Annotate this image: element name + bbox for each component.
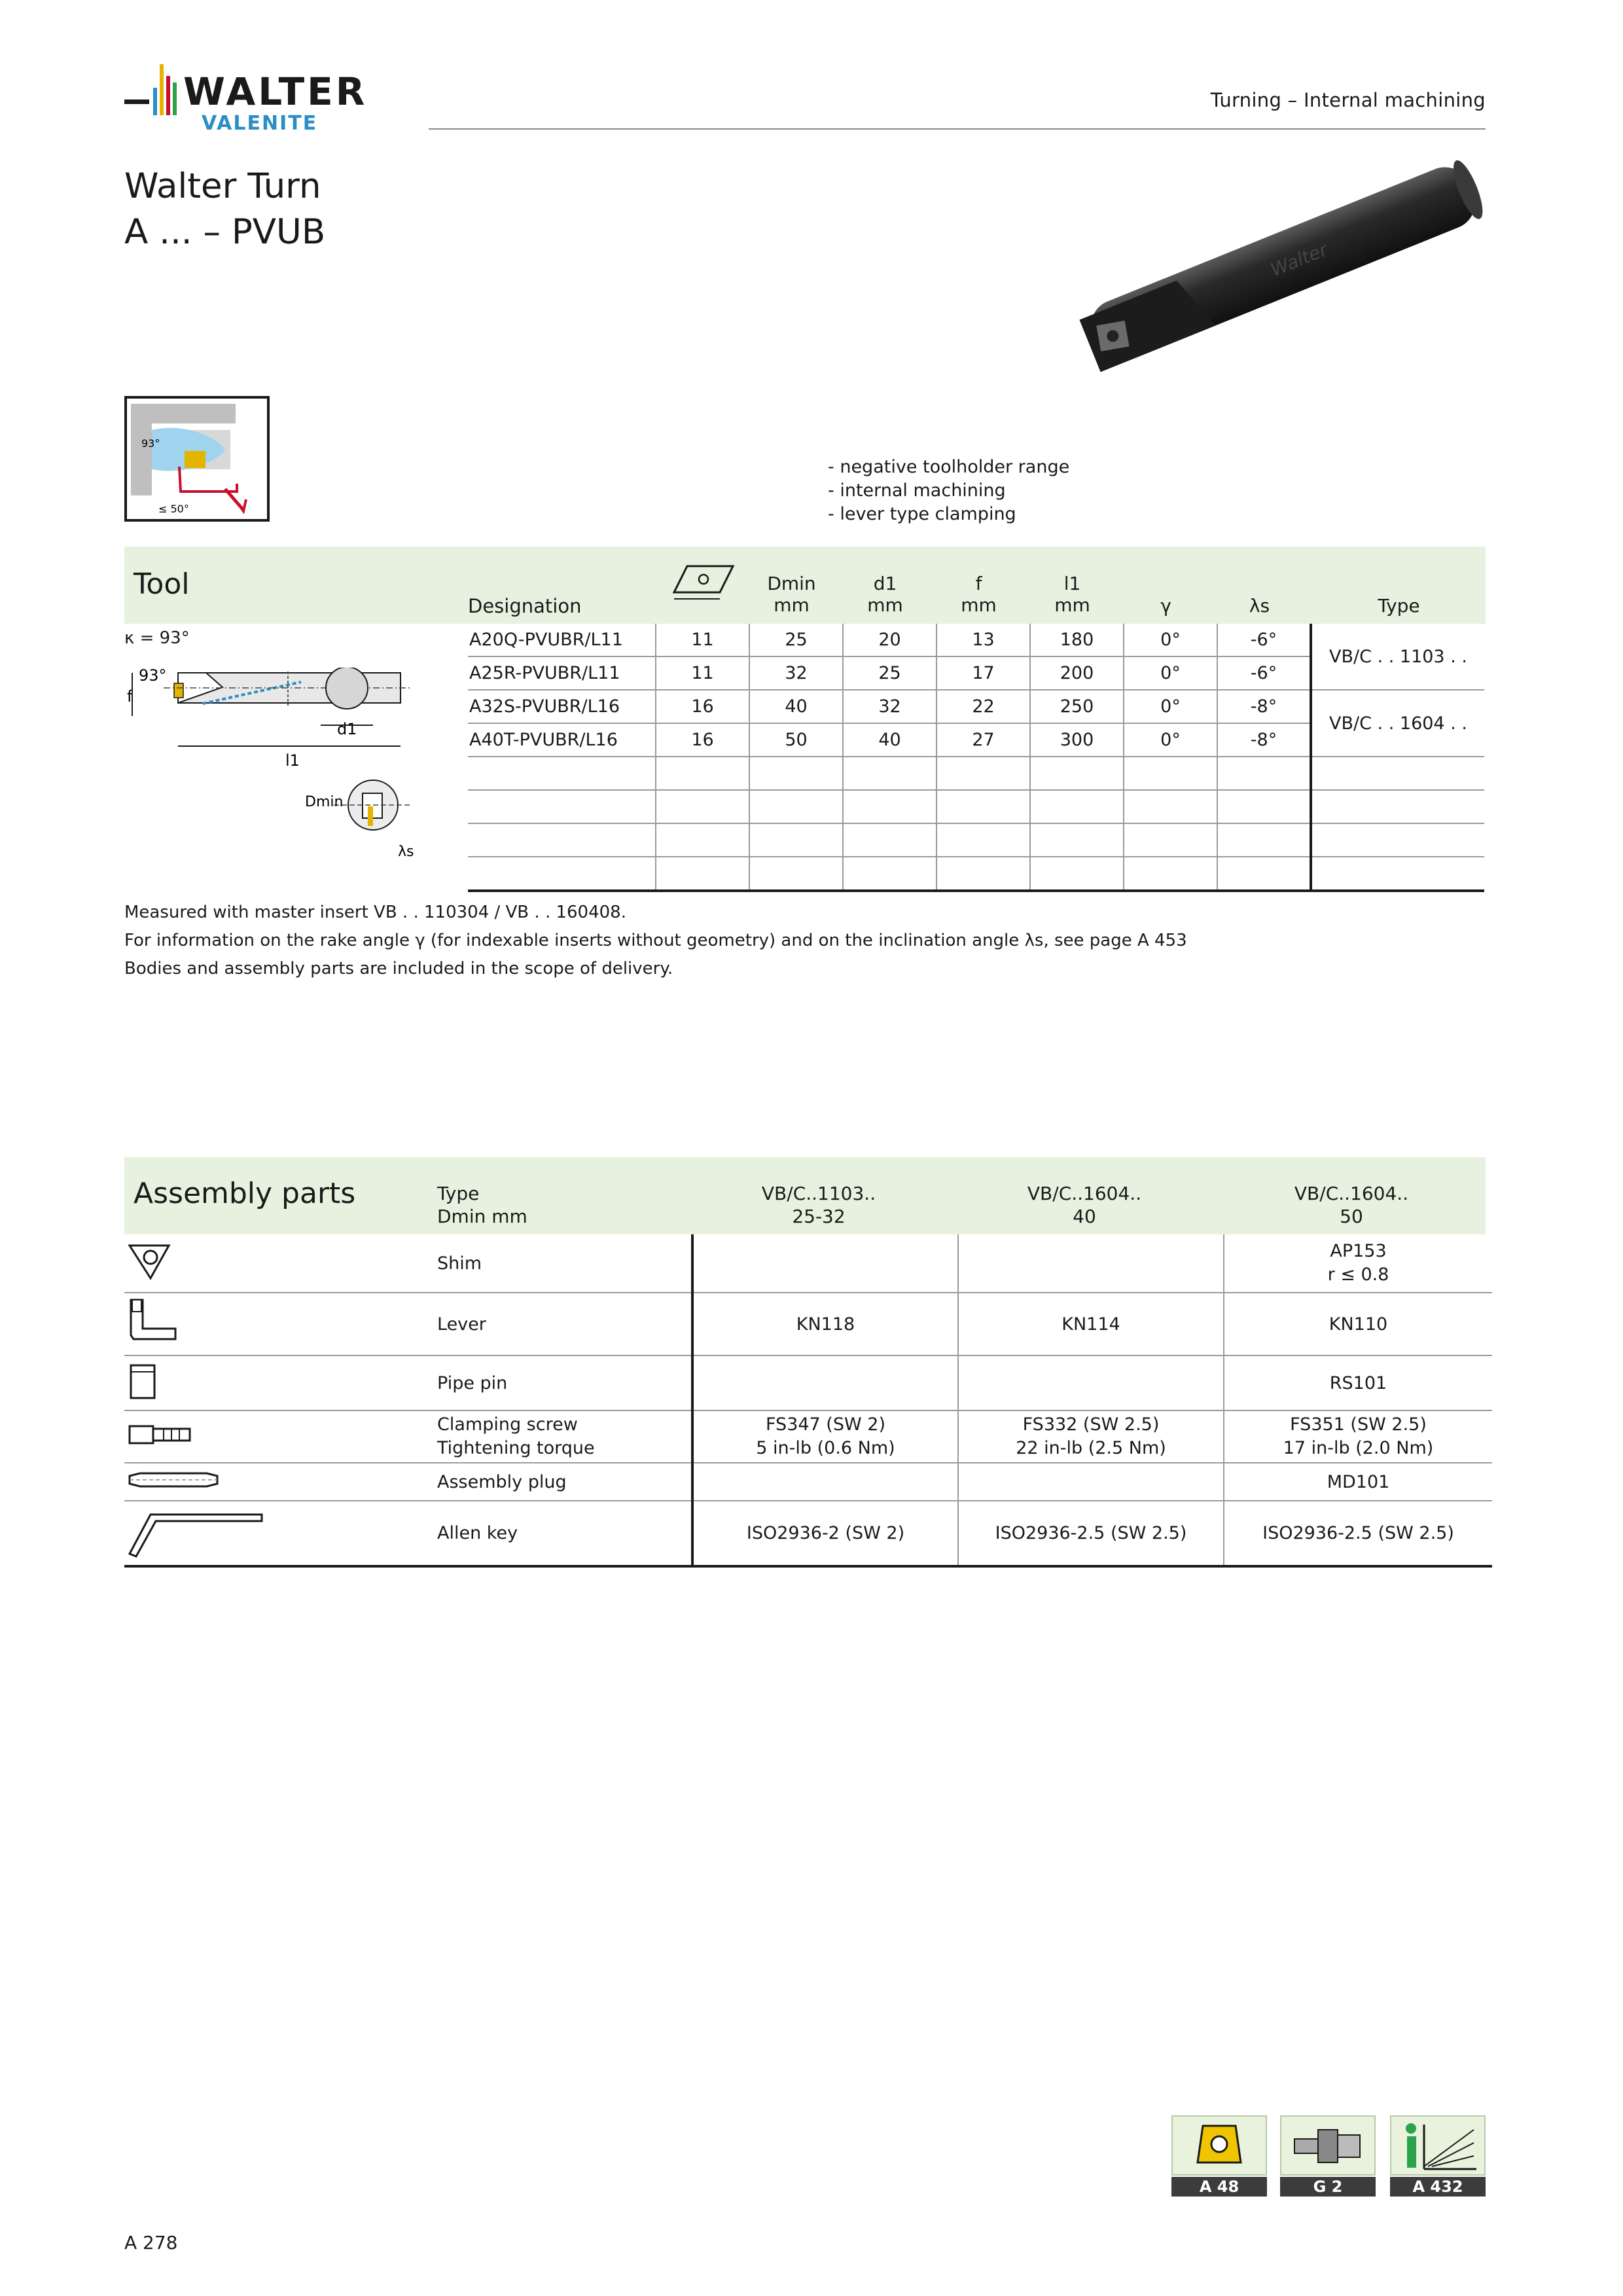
f-cell: 27 [936,723,1030,757]
drawing-dmin-label: Dmin [305,794,344,810]
part-value: KN114 [958,1293,1224,1355]
svg-text:VALENITE: VALENITE [202,112,318,135]
d1-cell: 40 [843,723,936,757]
designation-cell: A20Q-PVUBR/L11 [468,624,656,656]
adaptor-icon [1281,2117,1374,2174]
insert-size-cell: 16 [656,723,749,757]
type-cell: VB/C . . 1103 . . [1311,624,1484,690]
empty-row [468,757,1484,790]
tool-section-title: Tool [134,567,190,601]
type-cell: VB/C . . 1604 . . [1311,690,1484,757]
page-ref-label: A 48 [1171,2177,1267,2197]
l1-header: l1 mm [1054,573,1090,616]
part-label: Assembly plug [423,1463,692,1501]
drawing-angle-label: 93° [139,668,167,685]
boring-bar-drawing [124,668,425,864]
kappa-label: κ = 93° [124,628,190,648]
footnote: Measured with master insert VB . . 110304 / VB . . 160408. [124,903,626,922]
page-ref-label: A 432 [1390,2177,1486,2197]
feature-item: - lever type clamping [828,504,1016,524]
assembly-section-title: Assembly parts [134,1177,356,1210]
drawing-d1-label: d1 [337,720,357,738]
insert-size-cell: 11 [656,624,749,656]
type-label: Type [437,1183,480,1204]
lambda-cell: -8° [1217,690,1311,723]
f-cell: 17 [936,656,1030,690]
table-row [124,1501,1492,1566]
part-value: ISO2936-2.5 (SW 2.5) [1224,1501,1492,1566]
part-value: KN110 [1224,1293,1492,1355]
machining-schematic [124,396,270,522]
dmin-label: Dmin mm [437,1206,527,1227]
part-value [958,1355,1224,1410]
empty-row [468,823,1484,857]
gamma-header: γ [1160,595,1171,617]
dmin-header: Dmin mm [767,573,816,616]
part-value [692,1355,958,1410]
part-value [958,1234,1224,1293]
table-row [468,624,1484,656]
footnote: For information on the rake angle γ (for indexable inserts without geometry) and on the inclination angle λs, see page A 453 [124,931,1187,950]
gamma-cell: 0° [1124,656,1217,690]
clamping-screw-icon [124,1418,196,1451]
header-divider [429,128,1486,130]
part-value: FS347 (SW 2) 5 in-lb (0.6 Nm) [692,1410,958,1463]
empty-row [468,857,1484,891]
table-row [468,690,1484,723]
tool-table [468,624,1484,892]
table-row [124,1410,1492,1463]
part-value: AP153 r ≤ 0.8 [1224,1234,1492,1293]
assembly-row-labels [437,1182,527,1228]
l1-cell: 300 [1030,723,1124,757]
designation-header: Designation [468,595,582,617]
boring-bar-photo [1054,144,1499,386]
schematic-angle-top: 93° [141,437,160,450]
assembly-col-header: VB/C..1103.. 25-32 [761,1183,876,1227]
table-row [124,1355,1492,1410]
tool-section-header [124,547,1486,624]
dmin-cell: 25 [749,624,843,656]
assembly-table [124,1234,1492,1568]
tool-dimension-drawing [124,628,425,890]
footnotes [124,899,1187,983]
part-label: Clamping screw Tightening torque [423,1410,692,1463]
designation-cell: A25R-PVUBR/L11 [468,656,656,690]
d1-cell: 25 [843,656,936,690]
table-row [124,1293,1492,1355]
f-header: f mm [961,573,997,616]
table-row [124,1463,1492,1501]
dmin-cell: 40 [749,690,843,723]
drawing-lambda-label: λs [398,844,414,860]
drawing-f-label: f [127,687,133,706]
designation-cell: A40T-PVUBR/L16 [468,723,656,757]
assembly-col-header: VB/C..1604.. 50 [1294,1183,1409,1227]
designation-cell: A32S-PVUBR/L16 [468,690,656,723]
l1-cell: 180 [1030,624,1124,656]
part-value: FS351 (SW 2.5) 17 in-lb (2.0 Nm) [1224,1410,1492,1463]
lever-icon [124,1296,183,1348]
d1-header: d1 mm [867,573,903,616]
insert-icon [1173,2117,1266,2174]
type-header: Type [1378,595,1420,617]
page-title [124,164,325,255]
page-ref-adaptors[interactable] [1280,2115,1376,2197]
page-ref-label: G 2 [1280,2177,1376,2197]
breadcrumb: Turning – Internal machining [1210,89,1486,111]
part-label: Allen key [423,1501,692,1566]
lambda-cell: -6° [1217,624,1311,656]
l1-cell: 200 [1030,656,1124,690]
assembly-col-header: VB/C..1604.. 40 [1027,1183,1142,1227]
walter-valenite-logo [124,60,406,135]
assembly-section-header [124,1157,1486,1234]
part-label: Lever [423,1293,692,1355]
assembly-plug-icon [124,1467,223,1493]
feature-list [828,456,1069,526]
pipe-pin-icon [124,1360,170,1402]
lambda-cell: -6° [1217,656,1311,690]
lambda-header: λs [1249,595,1270,617]
dmin-cell: 32 [749,656,843,690]
part-value [958,1463,1224,1501]
footnote: Bodies and assembly parts are included in the scope of delivery. [124,959,673,978]
insert-size-cell: 16 [656,690,749,723]
insert-size-cell: 11 [656,656,749,690]
part-value [692,1463,958,1501]
feature-item: - negative toolholder range [828,457,1070,477]
svg-text:WALTER: WALTER [183,69,368,114]
part-value: RS101 [1224,1355,1492,1410]
schematic-angle-bottom: ≤ 50° [158,503,189,515]
part-value: FS332 (SW 2.5) 22 in-lb (2.5 Nm) [958,1410,1224,1463]
gamma-cell: 0° [1124,690,1217,723]
d1-cell: 20 [843,624,936,656]
gamma-cell: 0° [1124,624,1217,656]
info-icon [1391,2117,1484,2174]
part-value [692,1234,958,1293]
empty-row [468,790,1484,823]
page-number: A 278 [124,2232,178,2253]
svg-text:Walter: Walter [1267,238,1331,281]
gamma-cell: 0° [1124,723,1217,757]
f-cell: 13 [936,624,1030,656]
part-value: KN118 [692,1293,958,1355]
part-value: MD101 [1224,1463,1492,1501]
part-value: ISO2936-2 (SW 2) [692,1501,958,1566]
title-line-1: Walter Turn [124,166,321,206]
f-cell: 22 [936,690,1030,723]
part-value: ISO2936-2.5 (SW 2.5) [958,1501,1224,1566]
lambda-cell: -8° [1217,723,1311,757]
allen-key-icon [124,1501,268,1560]
table-row [124,1234,1492,1293]
d1-cell: 32 [843,690,936,723]
page-ref-info[interactable] [1390,2115,1486,2197]
part-label: Shim [423,1234,692,1293]
feature-item: - internal machining [828,480,1006,501]
l1-cell: 250 [1030,690,1124,723]
dmin-cell: 50 [749,723,843,757]
shim-icon [124,1240,177,1282]
part-label: Pipe pin [423,1355,692,1410]
insert-size-icon [668,562,740,603]
drawing-l1-label: l1 [285,751,300,770]
title-line-2: A ... – PVUB [124,212,326,252]
page-ref-inserts[interactable] [1171,2115,1267,2197]
